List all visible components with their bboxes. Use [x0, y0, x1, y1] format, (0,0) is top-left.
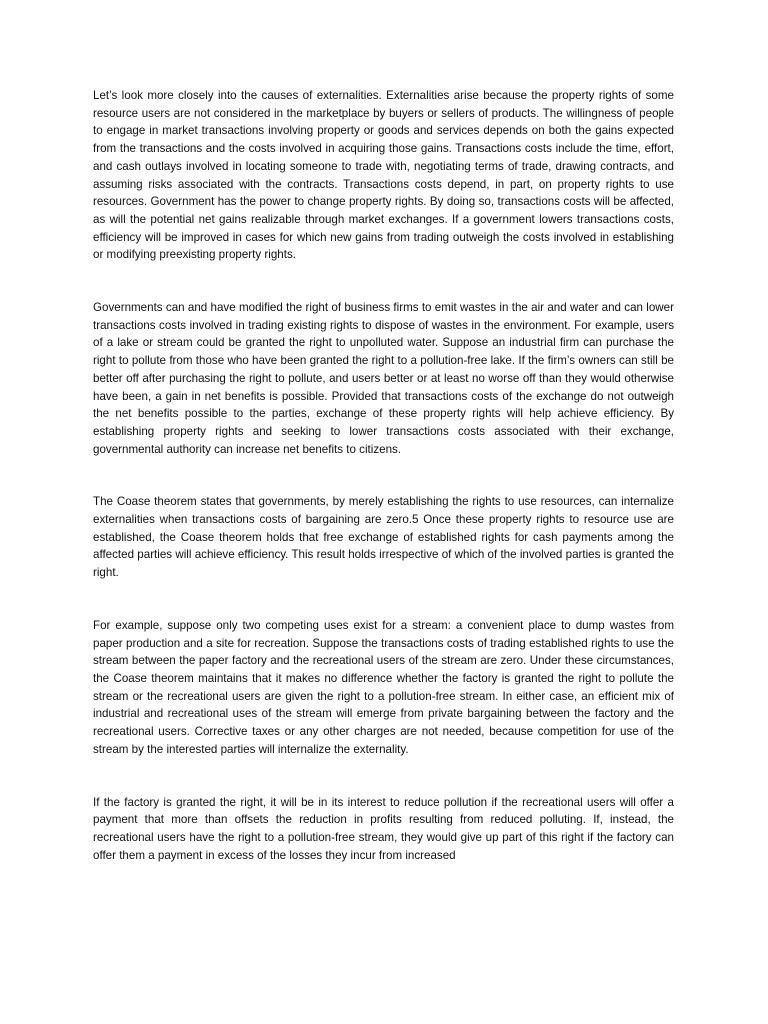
paragraph-government-modified-rights: Governments can and have modified the right of business firms to emit wastes in the air and water and can lower transactions costs involved in trading existing rights to dispose of wastes in the environment. For example, users of a lake or stream could be granted the right to unpolluted water. Suppose an industrial firm can purchase the right to pollute from those who have been granted the right to a pollution-free lake. If the firm’s owners can still be better off after purchasing the right to pollute, and users better or at least no worse off than they would otherwise have been, a gain in net benefits is possible. Provided that transactions costs of the exchange do not outweigh the net benefits possible to the parties, exchange of these property rights will help achieve efficiency. By establishing property rights and seeking to lower transactions costs associated with their exchange, governmental authority can increase net benefits to citizens. — [93, 301, 674, 456]
paragraph-coase-theorem: The Coase theorem states that governments, by merely establishing the rights to use resources, can internalize externalities when transactions costs of bargaining are zero.5 Once these property rights to resource use are established, the Coase theorem holds that free exchange of established rights for cash payments among the affected parties will achieve efficiency. This result holds irrespective of which of the involved parties is granted the right. — [93, 495, 674, 580]
paragraph-factory-granted-right: If the factory is granted the right, it will be in its interest to reduce pollution if the recreational users will offer a payment that more than offsets the reduction in profits resulting from reduced polluting. If, instead, the recreational users have the right to a pollution-free stream, they would give up part of this right if the factory can offer them a payment in excess of the losses they incur from increased — [93, 795, 674, 862]
paragraph-stream-example: For example, suppose only two competing uses exist for a stream: a convenient place to dump wastes from paper production and a site for recreation. Suppose the transactions costs of trading established rights to use the stream between the paper factory and the recreational users of the stream are zero. Under these circumstances, the Coase theorem maintains that it makes no difference whether the factory is granted the right to pollute the stream or the recreational users are given the right to a pollution-free stream. In either case, an efficient mix of industrial and recreational uses of the stream will emerge from private bargaining between the factory and the recreational users. Corrective taxes or any other charges are not needed, because competition for use of the stream by the interested parties will internalize the externality. — [93, 618, 674, 756]
document-page — [93, 87, 674, 899]
paragraph-externalities-causes: Let’s look more closely into the causes of externalities. Externalities arise because the property rights of some resource users are not considered in the marketplace by buyers or sellers of products. The willingness of people to engage in market transactions involving property or goods and services depends on both the gains expected from the transactions and the costs involved in acquiring those gains. Transactions costs include the time, effort, and cash outlays involved in locating someone to trade with, negotiating terms of trade, drawing contracts, and assuming risks associated with the contracts. Transactions costs depend, in part, on property rights to use resources. Government has the power to change property rights. By doing so, transactions costs will be affected, as will the potential net gains realizable through market exchanges. If a government lowers transactions costs, efficiency will be improved in cases for which new gains from trading outweigh the costs involved in establishing or modifying preexisting property rights. — [93, 89, 674, 262]
